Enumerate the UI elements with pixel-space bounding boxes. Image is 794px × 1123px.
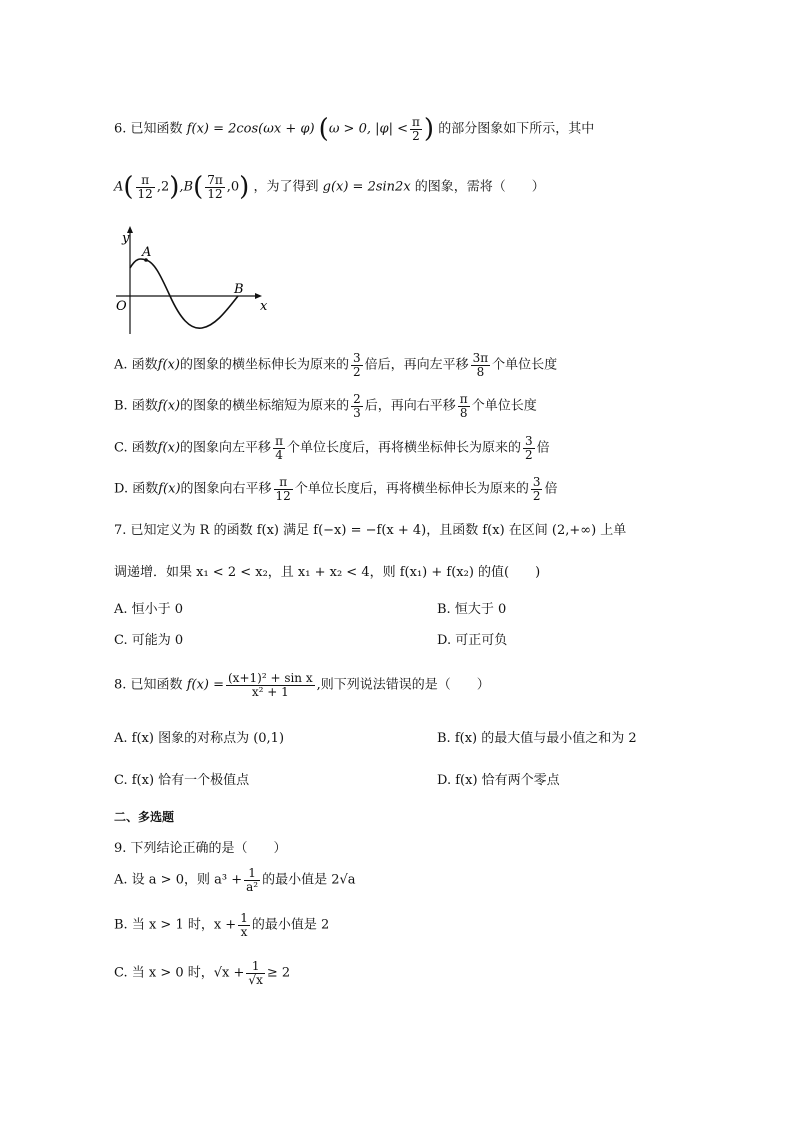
q6-option-d[interactable] <box>114 476 558 502</box>
q8-frac-num: (x+1)² + sin x <box>228 671 313 685</box>
q6-option-b[interactable] <box>114 393 537 419</box>
q8-fx: f(x) = <box>186 677 224 693</box>
option-prefix: D. 函数 <box>114 481 159 497</box>
q6-point-a-y: ,2 <box>156 179 170 195</box>
q8-option-c[interactable]: C. f(x) 恰有一个极值点 <box>114 773 250 788</box>
q6-stem-line1: 6. 已知函数 f(x) = 2cos(ωx + φ) (ω > 0, |φ| < $\frac{\pi}{2}$ ) 的部分图象如下所示，其中 <box>114 114 595 145</box>
q6-stem-text: 6. 已知函数 <box>114 121 183 137</box>
option-text: C. 当 x > 0 时，√x + <box>114 965 245 981</box>
option-fx: f(x) <box>157 440 181 456</box>
frac-den: 8 <box>476 364 485 379</box>
section-heading: 二、多选题 <box>114 810 175 824</box>
option-text: 个单位长度后，再将横坐标伸长为原来的 <box>286 440 521 456</box>
frac-num: 1 <box>244 867 260 881</box>
q6-option-c[interactable] <box>114 435 550 461</box>
option-fx: f(x) <box>158 481 181 497</box>
q6-cond-frac-num: π <box>412 115 420 129</box>
q8-option-a[interactable]: A. f(x) 图象的对称点为 (0,1) <box>114 731 285 746</box>
q6-stem-text-4: 的图象，需将（ ） <box>414 179 545 195</box>
option-text: 的图象向右平移 <box>180 481 272 497</box>
q6-graph <box>110 222 280 340</box>
q6-cond-frac-den: 2 <box>412 128 420 143</box>
q8-stem <box>114 672 490 698</box>
option-text: 的最小值是 2 <box>251 917 330 933</box>
frac-num: π <box>459 392 468 406</box>
q7-option-d[interactable]: D. 可正可负 <box>437 633 508 648</box>
q9-stem: 9. 下列结论正确的是（ ） <box>114 841 287 856</box>
q6-stem-line2: A( $\frac{\pi}{12}$ ,2),B( $\frac{7\pi}{12}$ ,0) ，为了得到 g(x) = 2sin2x 的图象，需将（ ） <box>114 172 545 203</box>
q7-stem-line2: 调递增．如果 x₁ < 2 < x₂，且 x₁ + x₂ < 4，则 f(x₁) + f(x₂) 的值( ) <box>114 565 541 580</box>
q9-option-c[interactable] <box>114 960 290 986</box>
frac-num: 3π <box>472 351 489 365</box>
frac-num: π <box>274 476 293 490</box>
frac-den: √x <box>248 972 263 987</box>
frac-num: 3 <box>524 434 533 448</box>
option-text: 个单位长度 <box>492 357 558 373</box>
option-fx: f(x) <box>157 398 181 414</box>
option-text: 的最小值是 2√a <box>262 872 356 888</box>
frac-den: 12 <box>275 488 291 503</box>
x-axis-label: x <box>260 299 268 314</box>
origin-label: O <box>116 299 127 314</box>
q8-stem-text: 8. 已知函数 <box>114 677 183 693</box>
frac-num: 2 <box>353 392 361 406</box>
q6-function-def: f(x) = 2cos(ωx + φ) <box>186 121 315 137</box>
q6-g-def: g(x) = 2sin2x <box>322 179 411 195</box>
q6-option-a[interactable] <box>114 352 557 378</box>
option-text: 的图象的横坐标伸长为原来的 <box>179 357 349 373</box>
q8-stem-text-2: ,则下列说法错误的是（ ） <box>316 677 490 693</box>
point-b-label: B <box>234 282 244 297</box>
point-a-label: A <box>142 245 152 260</box>
frac-den: x <box>240 924 248 939</box>
frac-den: 2 <box>524 447 533 462</box>
option-text: 个单位长度后，再将横坐标伸长为原来的 <box>294 481 529 497</box>
frac-den: 3 <box>353 405 361 420</box>
option-prefix: C. 函数 <box>114 440 158 456</box>
q8-option-b[interactable]: B. f(x) 的最大值与最小值之和为 2 <box>437 731 637 746</box>
cosine-curve <box>130 259 238 328</box>
frac-num: 1 <box>246 960 264 974</box>
q7-option-a[interactable]: A. 恒小于 0 <box>114 602 184 617</box>
q6-point-a-den: 12 <box>137 186 153 201</box>
q6-stem-text-3: ，为了得到 <box>253 179 319 195</box>
option-text: 倍 <box>544 481 558 497</box>
q8-frac-den: x² + 1 <box>251 684 289 699</box>
option-text: 的图象的横坐标缩短为原来的 <box>180 398 350 414</box>
option-text: 个单位长度 <box>471 398 537 414</box>
q7-option-c[interactable]: C. 可能为 0 <box>114 633 184 648</box>
q8-option-d[interactable]: D. f(x) 恰有两个零点 <box>437 773 560 788</box>
option-prefix: A. 函数 <box>114 357 158 373</box>
q9-option-b[interactable] <box>114 912 329 938</box>
option-fx: f(x) <box>157 357 180 373</box>
q6-stem-text-2: 的部分图象如下所示，其中 <box>438 121 595 137</box>
q6-point-b-y: ,0 <box>226 179 240 195</box>
q7-stem-line1: 7. 已知定义为 R 的函数 f(x) 满足 f(−x) = −f(x + 4)，且函数 f(x) 在区间 (2,+∞) 上单 <box>114 523 627 538</box>
frac-num: 3 <box>352 351 361 365</box>
q6-point-b-num: 7π <box>207 173 223 187</box>
frac-den: 2 <box>532 488 541 503</box>
frac-num: 1 <box>240 911 248 925</box>
option-text: 后，再向右平移 <box>364 398 456 414</box>
q7-option-b[interactable]: B. 恒大于 0 <box>437 602 507 617</box>
frac-den: 2 <box>352 364 361 379</box>
option-text: 的图象向左平移 <box>180 440 272 456</box>
y-axis-label: y <box>122 231 130 246</box>
option-text: 倍 <box>536 440 550 456</box>
option-text: 倍后，再向左平移 <box>364 357 469 373</box>
option-text: B. 当 x > 1 时，x + <box>114 917 237 933</box>
q6-point-b-den: 12 <box>207 186 223 201</box>
frac-den: a² <box>246 879 259 894</box>
frac-num: 3 <box>532 475 541 489</box>
frac-num: π <box>275 434 283 448</box>
q6-point-a-num: π <box>136 174 155 188</box>
q6-point-b-label: ,B <box>179 179 194 195</box>
q6-point-a-label: A <box>114 179 124 195</box>
option-prefix: B. 函数 <box>114 398 158 414</box>
frac-den: 4 <box>275 447 283 462</box>
option-text: ≥ 2 <box>266 965 291 981</box>
q6-condition: ω > 0, |φ| < <box>328 121 409 137</box>
frac-den: 8 <box>459 405 468 420</box>
q9-option-a[interactable] <box>114 867 356 893</box>
option-text: A. 设 a > 0，则 a³ + <box>114 872 243 888</box>
